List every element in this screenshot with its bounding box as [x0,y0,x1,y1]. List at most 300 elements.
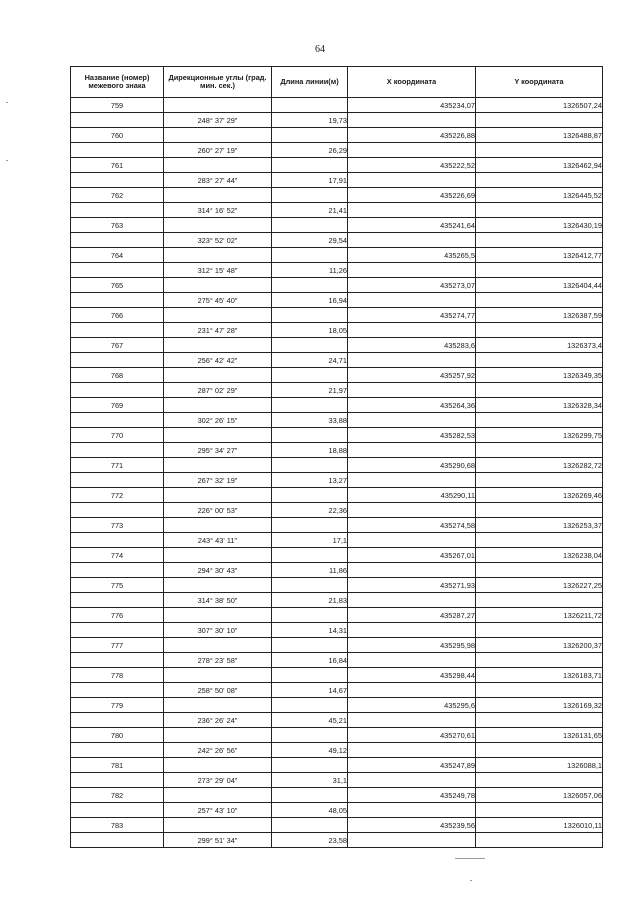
point-number: 768 [71,368,164,383]
empty-cell [348,623,476,638]
y-coordinate: 1326183,71 [476,668,603,683]
point-row [71,308,603,323]
direction-angle: 323° 52' 02" [164,233,272,248]
segment-row [71,713,603,728]
empty-cell [164,728,272,743]
empty-cell [164,698,272,713]
empty-cell [164,458,272,473]
line-length: 11,26 [272,263,348,278]
header-y-coordinate: Y координата [476,67,603,98]
page-number: 64 [315,44,325,55]
direction-angle: 283° 27' 44" [164,173,272,188]
empty-cell [71,653,164,668]
y-coordinate: 1326169,32 [476,698,603,713]
empty-cell [272,548,348,563]
line-length: 49,12 [272,743,348,758]
segment-row [71,743,603,758]
empty-cell [71,143,164,158]
empty-cell [164,308,272,323]
empty-cell [272,578,348,593]
empty-cell [164,128,272,143]
line-length: 45,21 [272,713,348,728]
empty-cell [71,113,164,128]
header-x-coordinate: X координата [348,67,476,98]
empty-cell [272,488,348,503]
x-coordinate: 435267,01 [348,548,476,563]
empty-cell [476,353,603,368]
empty-cell [272,818,348,833]
point-number: 780 [71,728,164,743]
empty-cell [164,548,272,563]
line-length: 21,97 [272,383,348,398]
point-row [71,488,603,503]
empty-cell [476,833,603,848]
line-length: 21,41 [272,203,348,218]
empty-cell [71,383,164,398]
header-direction-angle: Дирекционные углы (град. мин. сек.) [164,67,272,98]
empty-cell [272,308,348,323]
segment-row [71,143,603,158]
empty-cell [476,713,603,728]
y-coordinate: 1326349,35 [476,368,603,383]
y-coordinate: 1326282,72 [476,458,603,473]
empty-cell [476,383,603,398]
point-row [71,218,603,233]
segment-row [71,173,603,188]
empty-cell [164,668,272,683]
point-number: 763 [71,218,164,233]
point-number: 779 [71,698,164,713]
segment-row [71,623,603,638]
empty-cell [71,803,164,818]
empty-cell [348,773,476,788]
y-coordinate: 1326445,52 [476,188,603,203]
direction-angle: 287° 02' 29" [164,383,272,398]
direction-angle: 273° 29' 04" [164,773,272,788]
empty-cell [476,563,603,578]
x-coordinate: 435282,53 [348,428,476,443]
empty-cell [476,743,603,758]
y-coordinate: 1326387,59 [476,308,603,323]
empty-cell [272,428,348,443]
point-row [71,818,603,833]
empty-cell [164,518,272,533]
segment-row [71,233,603,248]
point-row [71,698,603,713]
empty-cell [476,803,603,818]
empty-cell [476,773,603,788]
empty-cell [164,368,272,383]
point-number: 781 [71,758,164,773]
line-length: 31,1 [272,773,348,788]
empty-cell [476,593,603,608]
empty-cell [476,683,603,698]
empty-cell [71,203,164,218]
direction-angle: 226° 00' 53" [164,503,272,518]
y-coordinate: 1326412,77 [476,248,603,263]
empty-cell [476,503,603,518]
y-coordinate: 1326227,25 [476,578,603,593]
empty-cell [348,683,476,698]
segment-row [71,473,603,488]
point-number: 761 [71,158,164,173]
segment-row [71,563,603,578]
point-row [71,368,603,383]
empty-cell [71,233,164,248]
line-length: 11,86 [272,563,348,578]
line-length: 48,05 [272,803,348,818]
x-coordinate: 435295,6 [348,698,476,713]
empty-cell [272,248,348,263]
point-number: 771 [71,458,164,473]
point-number: 773 [71,518,164,533]
empty-cell [164,338,272,353]
empty-cell [272,518,348,533]
point-row [71,638,603,653]
empty-cell [476,113,603,128]
line-length: 16,84 [272,653,348,668]
empty-cell [71,833,164,848]
table-header-row [71,67,603,98]
point-number: 776 [71,608,164,623]
y-coordinate: 1326088,1 [476,758,603,773]
x-coordinate: 435290,11 [348,488,476,503]
line-length: 16,94 [272,293,348,308]
line-length: 33,88 [272,413,348,428]
point-number: 778 [71,668,164,683]
line-length: 13,27 [272,473,348,488]
x-coordinate: 435241,64 [348,218,476,233]
y-coordinate: 1326010,11 [476,818,603,833]
point-row [71,728,603,743]
point-row [71,758,603,773]
empty-cell [476,323,603,338]
empty-cell [164,758,272,773]
x-coordinate: 435222,52 [348,158,476,173]
x-coordinate: 435273,07 [348,278,476,293]
empty-cell [348,593,476,608]
empty-cell [348,743,476,758]
point-row [71,248,603,263]
y-coordinate: 1326404,44 [476,278,603,293]
x-coordinate: 435287,27 [348,608,476,623]
segment-row [71,803,603,818]
empty-cell [164,188,272,203]
empty-cell [272,128,348,143]
point-row [71,788,603,803]
table-body [71,98,603,848]
x-coordinate: 435274,58 [348,518,476,533]
segment-row [71,203,603,218]
x-coordinate: 435295,98 [348,638,476,653]
empty-cell [272,758,348,773]
direction-angle: 242° 26' 56" [164,743,272,758]
empty-cell [476,173,603,188]
x-coordinate: 435226,88 [348,128,476,143]
y-coordinate: 1326462,94 [476,158,603,173]
point-number: 775 [71,578,164,593]
segment-row [71,293,603,308]
empty-cell [348,803,476,818]
direction-angle: 307° 30' 10" [164,623,272,638]
direction-angle: 260° 27' 19" [164,143,272,158]
direction-angle: 236° 26' 24" [164,713,272,728]
empty-cell [164,428,272,443]
line-length: 26,29 [272,143,348,158]
empty-cell [476,473,603,488]
point-number: 774 [71,548,164,563]
point-row [71,608,603,623]
direction-angle: 295° 34' 27" [164,443,272,458]
point-row [71,578,603,593]
direction-angle: 294° 30' 43" [164,563,272,578]
point-row [71,428,603,443]
empty-cell [272,338,348,353]
line-length: 17,1 [272,533,348,548]
empty-cell [71,533,164,548]
point-number: 766 [71,308,164,323]
empty-cell [348,653,476,668]
empty-cell [71,623,164,638]
y-coordinate: 1326430,19 [476,218,603,233]
direction-angle: 275° 45' 40" [164,293,272,308]
empty-cell [71,323,164,338]
direction-angle: 267° 32' 19" [164,473,272,488]
segment-row [71,323,603,338]
x-coordinate: 435226,69 [348,188,476,203]
point-number: 769 [71,398,164,413]
empty-cell [348,383,476,398]
empty-cell [272,98,348,113]
empty-cell [348,203,476,218]
segment-row [71,533,603,548]
line-length: 24,71 [272,353,348,368]
direction-angle: 248° 37' 29" [164,113,272,128]
line-length: 14,31 [272,623,348,638]
line-length: 29,54 [272,233,348,248]
empty-cell [476,203,603,218]
empty-cell [348,533,476,548]
empty-cell [272,728,348,743]
y-coordinate: 1326269,46 [476,488,603,503]
line-length: 18,05 [272,323,348,338]
point-row [71,668,603,683]
empty-cell [164,578,272,593]
point-row [71,188,603,203]
empty-cell [164,488,272,503]
empty-cell [348,713,476,728]
empty-cell [71,443,164,458]
empty-cell [272,368,348,383]
empty-cell [348,353,476,368]
empty-cell [476,533,603,548]
empty-cell [348,113,476,128]
scan-speck [455,858,485,859]
segment-row [71,383,603,398]
direction-angle: 299° 51' 34" [164,833,272,848]
x-coordinate: 435249,78 [348,788,476,803]
point-number: 759 [71,98,164,113]
empty-cell [272,278,348,293]
empty-cell [71,473,164,488]
point-number: 783 [71,818,164,833]
empty-cell [164,398,272,413]
point-row [71,458,603,473]
empty-cell [272,638,348,653]
x-coordinate: 435234,07 [348,98,476,113]
direction-angle: 231° 47' 28" [164,323,272,338]
point-number: 765 [71,278,164,293]
empty-cell [71,773,164,788]
empty-cell [348,323,476,338]
direction-angle: 243° 43' 11" [164,533,272,548]
empty-cell [164,638,272,653]
empty-cell [164,818,272,833]
empty-cell [348,413,476,428]
empty-cell [71,683,164,698]
empty-cell [272,608,348,623]
empty-cell [348,563,476,578]
direction-angle: 312° 15' 48" [164,263,272,278]
point-row [71,128,603,143]
direction-angle: 314° 38' 50" [164,593,272,608]
empty-cell [348,503,476,518]
empty-cell [272,218,348,233]
segment-row [71,113,603,128]
point-row [71,518,603,533]
empty-cell [71,743,164,758]
empty-cell [71,353,164,368]
line-length: 22,36 [272,503,348,518]
point-row [71,278,603,293]
empty-cell [476,233,603,248]
x-coordinate: 435257,92 [348,368,476,383]
empty-cell [71,713,164,728]
empty-cell [164,278,272,293]
direction-angle: 302° 26' 15" [164,413,272,428]
x-coordinate: 435290,68 [348,458,476,473]
empty-cell [71,263,164,278]
y-coordinate: 1326488,87 [476,128,603,143]
empty-cell [164,158,272,173]
line-length: 17,91 [272,173,348,188]
empty-cell [164,98,272,113]
segment-row [71,653,603,668]
point-number: 762 [71,188,164,203]
y-coordinate: 1326200,37 [476,638,603,653]
x-coordinate: 435283,6 [348,338,476,353]
header-point-name: Название (номер) межевого знака [71,67,164,98]
point-row [71,98,603,113]
empty-cell [348,143,476,158]
direction-angle: 314° 16' 52" [164,203,272,218]
empty-cell [348,263,476,278]
x-coordinate: 435264,36 [348,398,476,413]
point-number: 770 [71,428,164,443]
x-coordinate: 435271,93 [348,578,476,593]
x-coordinate: 435298,44 [348,668,476,683]
segment-row [71,413,603,428]
empty-cell [164,788,272,803]
segment-row [71,503,603,518]
empty-cell [71,293,164,308]
line-length: 23,58 [272,833,348,848]
y-coordinate: 1326253,37 [476,518,603,533]
y-coordinate: 1326373,4 [476,338,603,353]
empty-cell [476,653,603,668]
empty-cell [164,248,272,263]
empty-cell [272,668,348,683]
empty-cell [476,263,603,278]
empty-cell [272,398,348,413]
empty-cell [348,173,476,188]
segment-row [71,593,603,608]
header-line-length: Длина линии(м) [272,67,348,98]
empty-cell [476,413,603,428]
scan-speck [6,160,8,161]
x-coordinate: 435265,5 [348,248,476,263]
point-number: 772 [71,488,164,503]
empty-cell [71,413,164,428]
y-coordinate: 1326507,24 [476,98,603,113]
segment-row [71,773,603,788]
segment-row [71,683,603,698]
point-number: 767 [71,338,164,353]
y-coordinate: 1326328,34 [476,398,603,413]
direction-angle: 258° 50' 08" [164,683,272,698]
empty-cell [71,173,164,188]
empty-cell [476,443,603,458]
empty-cell [71,593,164,608]
point-number: 764 [71,248,164,263]
x-coordinate: 435274,77 [348,308,476,323]
y-coordinate: 1326299,75 [476,428,603,443]
y-coordinate: 1326057,06 [476,788,603,803]
y-coordinate: 1326131,65 [476,728,603,743]
empty-cell [272,788,348,803]
segment-row [71,263,603,278]
point-row [71,158,603,173]
empty-cell [71,563,164,578]
y-coordinate: 1326211,72 [476,608,603,623]
empty-cell [476,293,603,308]
y-coordinate: 1326238,04 [476,548,603,563]
empty-cell [476,143,603,158]
direction-angle: 257° 43' 10" [164,803,272,818]
point-row [71,548,603,563]
line-length: 21,83 [272,593,348,608]
point-row [71,338,603,353]
empty-cell [476,623,603,638]
segment-row [71,443,603,458]
empty-cell [71,503,164,518]
segment-row [71,833,603,848]
empty-cell [272,458,348,473]
point-number: 777 [71,638,164,653]
line-length: 19,73 [272,113,348,128]
x-coordinate: 435247,89 [348,758,476,773]
point-number: 782 [71,788,164,803]
empty-cell [348,473,476,488]
empty-cell [164,218,272,233]
empty-cell [348,233,476,248]
boundary-coordinates-table [70,66,603,848]
direction-angle: 256° 42' 42" [164,353,272,368]
point-row [71,398,603,413]
empty-cell [348,293,476,308]
x-coordinate: 435270,61 [348,728,476,743]
line-length: 14,67 [272,683,348,698]
